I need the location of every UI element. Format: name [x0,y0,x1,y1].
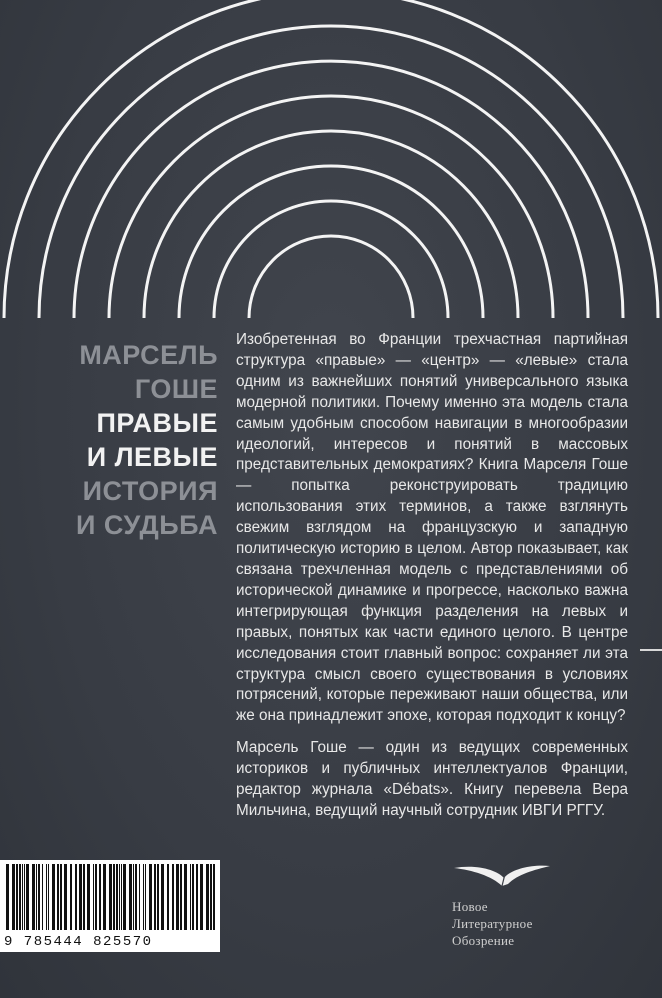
barcode-bar [95,864,97,930]
publisher-name-line-3: Обозрение [452,933,515,948]
barcode-bar [32,864,35,930]
barcode-bar [180,864,182,930]
barcode-bar [26,864,29,930]
barcode-bar [133,864,134,930]
subtitle-line-1: ИСТОРИЯ [82,476,218,506]
barcode-bar [75,864,77,930]
barcode-bar [103,864,106,930]
barcode-bar [113,864,115,930]
barcode-bar [16,864,18,930]
barcode-bar [119,864,120,930]
blurb-text: Изобретенная во Франции трехчастная партийная структура «правые» — «центр» — «левые» стала одним из важнейших понятий универсального языка модерной политики. Почему именно эта модель стала самым удобным способом навигации в многообразии идеологий, интересов и понятий в массовых представительных демократиях? Книга Марселя Гоше — попытка реконструировать традицию использования этих терминов, а также взглянуть свежим взглядом на французскую и западную политическую историю в целом. Автор показывает, как связана трехчленная модель с представлениями об исторической динамике и прогрессе, насколько важна интегрирующая функция разделения на левых и правых, понятых как части единого целого. В центре исследования стоит главный вопрос: сохраняет ли эта структура смысл своего существования в условиях потрясений, которые переживают наши общества, или же она принадлежит эпохе, которая подходит к концу? [236,331,628,725]
author-line-1: МАРСЕЛЬ [79,340,218,370]
barcode-bar [36,864,37,930]
author-line-2: ГОШЕ [134,374,218,404]
barcode-bar [167,864,169,930]
barcode-bar [135,864,137,930]
barcode-bar [42,864,43,930]
arc-ring-7 [39,26,623,318]
barcode-bar [210,864,212,930]
barcode-bars [0,860,220,934]
arc-ring-5 [109,96,553,318]
arc-ring-3 [179,166,483,318]
barcode-bar [12,864,15,930]
barcode-bar [196,864,198,930]
barcode-bar [145,864,146,930]
barcode-bar [24,864,25,930]
barcode-bar [64,864,67,930]
barcode-bar [149,864,152,930]
barcode-bar [60,864,62,930]
about-author-text: Марсель Гоше — один из ведущих современных историков и публичных интеллектуалов Франции, редактор журнала «Débats». Книгу перевела Вера Мильчина, ведущий научный сотрудник ИВГИ РГГУ. [236,739,628,819]
barcode-bar [52,864,55,930]
barcode-bar [123,864,126,930]
barcode-bar [70,864,72,930]
arc-ring-4 [144,131,518,318]
title-block [76,338,218,542]
subtitle-line-2: И СУДЬБА [76,510,218,540]
barcode-bar [87,864,90,930]
barcode-bar [157,864,159,930]
barcode-bar [129,864,132,930]
barcode-bar [6,864,9,930]
barcode-bar [79,864,82,930]
barcode-digits: 9 785444 825570 [4,934,216,950]
barcode-bar [154,864,156,930]
barcode-bar [93,864,94,930]
barcode-bar [38,864,40,930]
barcode-bar [83,864,85,930]
barcode-bar [48,864,49,930]
publisher-name [452,898,582,949]
barcode-bar [206,864,209,930]
arc-ring-2 [214,201,448,318]
barcode-bar [172,864,174,930]
barcode-bar [184,864,187,930]
book-title-line-1: ПРАВЫЕ [96,408,218,438]
arc-ring-1 [249,236,413,318]
barcode-bar [200,864,203,930]
barcode-bar [57,864,59,930]
barcode-bar [116,864,118,930]
barcode-bar [190,864,191,930]
barcode-bar [143,864,144,930]
barcode-bar [213,864,215,930]
spine-tick-mark [640,649,662,651]
publisher-name-line-2: Литературное [452,916,533,931]
isbn-barcode [0,860,220,952]
barcode-bar [19,864,21,930]
arc-ring-8 [4,0,658,318]
barcode-bar [22,864,23,930]
publisher-name-line-1: Новое [452,899,488,914]
barcode-bar [99,864,101,930]
bird-wing-icon [452,860,552,890]
barcode-bar [192,864,194,930]
barcode-bar [176,864,179,930]
barcode-bar [121,864,122,930]
barcode-bar [109,864,112,930]
barcode-bar [139,864,140,930]
publisher-block [452,860,582,949]
barcode-bar [46,864,47,930]
barcode-bar [161,864,164,930]
book-title-line-2: И ЛЕВЫЕ [86,442,218,472]
